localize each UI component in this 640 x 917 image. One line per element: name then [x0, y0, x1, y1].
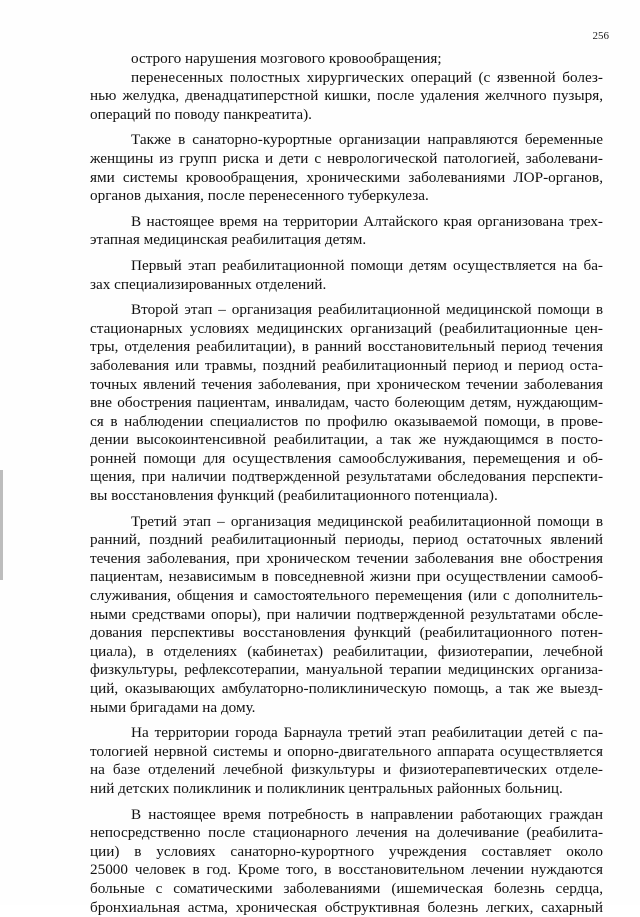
- text-line: больные с соматическими заболеваниями (ишемическая болезнь сердца,: [90, 879, 603, 897]
- text-line: В настоящее время потребность в направлении работающих граждан: [131, 805, 603, 823]
- text-line: щения, при наличии подтвержденной результатами обследования перспекти-: [90, 468, 603, 486]
- text-line: точных явлений течения заболевания, при хроническом течении заболевания: [90, 375, 603, 393]
- scan-edge-mark: [0, 470, 3, 580]
- text-line: Также в санаторно-курортные организации направляются беременные: [131, 131, 603, 149]
- text-line: зах специализированных отделений.: [90, 275, 327, 293]
- text-line: Второй этап – организация реабилитационной медицинской помощи в: [131, 301, 603, 319]
- text-line: ции) в условиях санаторно-курортного учреждения составляет около: [90, 842, 603, 860]
- text-line: непосредственно после стационарного лечения на долечивание (реабилита-: [90, 824, 603, 842]
- text-line: тры, отделения реабилитации), в ранний восстановительный период течения: [90, 338, 603, 356]
- text-line: физкультуры, рефлексотерапии, мануальной терапии медицинских организа-: [90, 661, 603, 679]
- text-line: операций по поводу панкреатита).: [90, 105, 312, 123]
- text-line: В настоящее время на территории Алтайского края организована трех-: [131, 212, 603, 230]
- text-line: перенесенных полостных хирургических операций (с язвенной болез-: [131, 68, 603, 86]
- text-line: ся в наблюдении специалистов по профилю оказываемой помощи, в прове-: [90, 412, 603, 430]
- text-line: этапная медицинская реабилитация детям.: [90, 231, 367, 249]
- text-line: дования перспективы восстановления функций (реабилитационного потен-: [90, 624, 603, 642]
- text-line: 25000 человек в год. Кроме того, в восстановительном лечении нуждаются: [90, 861, 603, 879]
- text-line: На территории города Барнаула третий этап реабилитации детей с па-: [131, 724, 603, 742]
- text-line: дении высокоинтенсивной реабилитации, а так же нуждающимся в посто-: [90, 431, 603, 449]
- body-text: [90, 50, 603, 917]
- text-line: пациентам, независимым в повседневной жизни при осуществлении самооб-: [90, 568, 603, 586]
- text-line: тологией нервной системы и опорно-двигательного аппарата осуществляется: [90, 742, 603, 760]
- text-line: ций, оказывающих амбулаторно-поликлиническую помощь, а так же выезд-: [90, 680, 603, 697]
- text-line: бронхиальная астма, хроническая обструктивная болезнь легких, сахарный: [90, 898, 603, 916]
- text-line: острого нарушения мозгового кровообращения;: [131, 50, 442, 67]
- text-line: женщины из групп риска и дети с неврологической патологией, заболевани-: [90, 149, 603, 167]
- text-line: ранний, поздний реабилитационный периоды, период остаточных явлений: [90, 531, 603, 549]
- text-line: органов дыхания, после перенесенного туберкулеза.: [90, 187, 429, 205]
- text-line: циала), в отделениях (кабинетах) реабилитации, физиотерапии, лечебной: [90, 642, 603, 660]
- text-line: Первый этап реабилитационной помощи детям осуществляется на ба-: [131, 256, 603, 274]
- text-line: стационарных условиях медицинских организаций (реабилитационные цен-: [90, 319, 603, 337]
- text-line: ронней помощи для осуществления самообслуживания, перемещения и об-: [90, 449, 603, 467]
- page-number: 256: [592, 30, 609, 42]
- text-line: ными средствами опоры), при наличии подтвержденной результатами обсле-: [90, 605, 603, 623]
- text-line: служивания, общения и самостоятельного перемещения (или с дополнитель-: [90, 587, 603, 605]
- text-line: ными бригадами на дому.: [90, 698, 256, 716]
- text-line: на базе отделений лечебной физкультуры и физиотерапевтических отделе-: [90, 761, 603, 779]
- text-line: заболевания или травмы, поздний реабилитационный период и период оста-: [90, 356, 603, 374]
- text-line: ний детских поликлиник и поликлиник центральных районных больниц.: [90, 779, 563, 797]
- text-line: вне обострения пациентам, инвалидам, часто болеющим детям, нуждающим-: [90, 394, 603, 412]
- text-line: течения заболевания, при хроническом течении заболевания вне обострения: [90, 549, 603, 567]
- text-line: нью желудка, двенадцатиперстной кишки, после удаления желчного пузыря,: [90, 87, 603, 105]
- text-line: ями системы кровообращения, хроническими заболеваниями ЛОР-органов,: [90, 168, 603, 186]
- text-line: Третий этап – организация медицинской реабилитационной помощи в: [131, 512, 603, 530]
- text-line: вы восстановления функций (реабилитационного потенциала).: [90, 487, 498, 505]
